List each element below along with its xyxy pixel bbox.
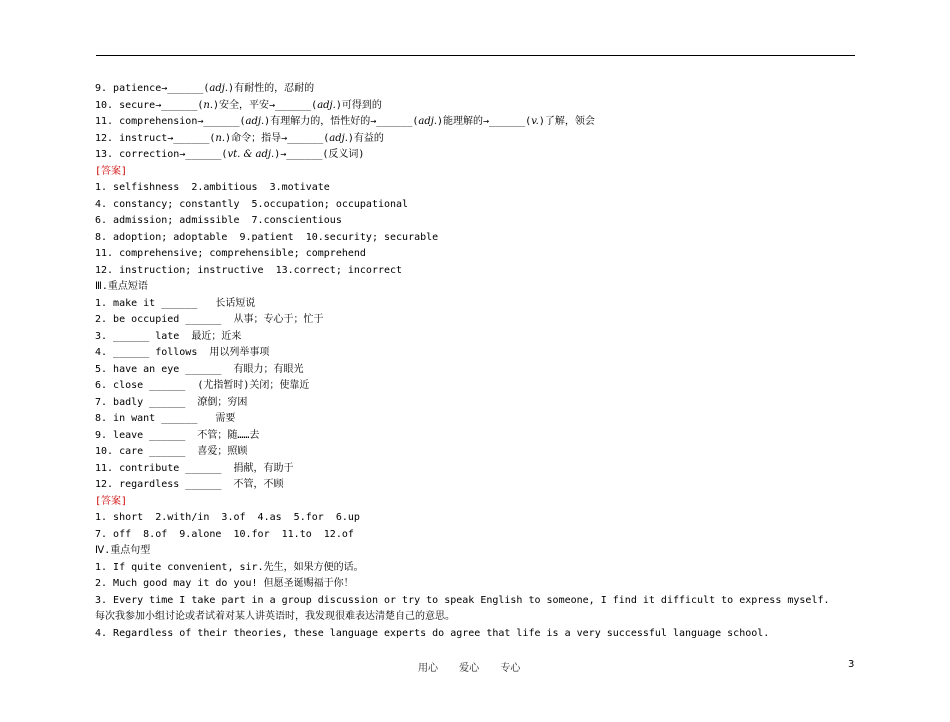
answer-line: 7. off 8.of 9.alone 10.for 11.to 12.of <box>95 528 354 540</box>
phrase-item: 6. close ______ (尤指暂时)关闭；使靠近 <box>95 380 310 391</box>
page-footer <box>0 659 950 673</box>
phrase-item: 7. badly ______ 潦倒；穷困 <box>95 396 248 408</box>
vocab-item-10: 10. secure→______(n.)安全，平安→______(adj.)可得到的 <box>95 99 382 111</box>
answer-line: 1. selfishness 2.ambitious 3.motivate <box>95 182 330 193</box>
phrase-item: 5. have an eye ______ 有眼力；有眼光 <box>95 363 304 375</box>
footer-motto: 用心 爱心 专心 <box>418 663 521 674</box>
phrase-item: 3. ______ late 最近；近来 <box>95 330 242 342</box>
page-content <box>95 81 875 642</box>
phrase-item: 12. regardless ______ 不管，不顾 <box>95 479 284 490</box>
vocab-item-9: 9. patience→______(adj.)有耐性的，忍耐的 <box>95 83 315 94</box>
sentence-item: 1. If quite convenient, sir.先生，如果方便的话。 <box>95 561 364 573</box>
section-title-phrases: Ⅲ.重点短语 <box>95 281 148 292</box>
vocab-item-11: 11. comprehension→______(adj.)有理解力的，悟性好的→______(adj.)能理解的→______(v.)了解，领会 <box>95 116 595 127</box>
sentence-item: 4. Regardless of their theories, these language experts do agree that life is a very successful language school. <box>95 627 770 639</box>
sentence-item: 2. Much good may it do you! 但愿圣诞赐福于你！ <box>95 578 354 589</box>
answer-label: [答案] <box>95 495 128 507</box>
answer-line: 6. admission; admissible 7.conscientious <box>95 215 342 226</box>
vocab-item-13: 13. correction→______(vt. & adj.)→______(反义词) <box>95 149 365 160</box>
answer-line: 12. instruction; instructive 13.correct; incorrect <box>95 264 403 276</box>
sentence-translation: 每次我参加小组讨论或者试着对某人讲英语时，我发现很难表达清楚自己的意思。 <box>95 611 455 622</box>
vocab-item-12: 12. instruct→______(n.)命令；指导→______(adj.)有益的 <box>95 132 384 144</box>
phrase-item: 11. contribute ______ 捐献，有助于 <box>95 462 294 474</box>
header-rule <box>96 55 855 56</box>
answer-label: [答案] <box>95 165 128 177</box>
phrase-item: 2. be occupied ______ 从事；专心于；忙于 <box>95 314 324 325</box>
phrase-item: 10. care ______ 喜爱；照顾 <box>95 446 248 457</box>
answer-line: 8. adoption; adoptable 9.patient 10.security; securable <box>95 231 439 243</box>
section-title-sentences: Ⅳ.重点句型 <box>95 545 151 556</box>
answer-line: 4. constancy; constantly 5.occupation; occupational <box>95 198 409 210</box>
sentence-item: 3. Every time I take part in a group discussion or try to speak English to someone, I find it difficult to express myself. <box>95 594 830 606</box>
phrase-item: 4. ______ follows 用以列举事项 <box>95 347 270 358</box>
answer-line: 11. comprehensive; comprehensible; comprehend <box>95 248 366 259</box>
phrase-item: 8. in want ______ 需要 <box>95 413 236 424</box>
page-number: 3 <box>848 659 855 670</box>
phrase-item: 1. make it ______ 长话短说 <box>95 297 256 309</box>
answer-line: 1. short 2.with/in 3.of 4.as 5.for 6.up <box>95 512 360 523</box>
phrase-item: 9. leave ______ 不管；随……去 <box>95 429 260 441</box>
